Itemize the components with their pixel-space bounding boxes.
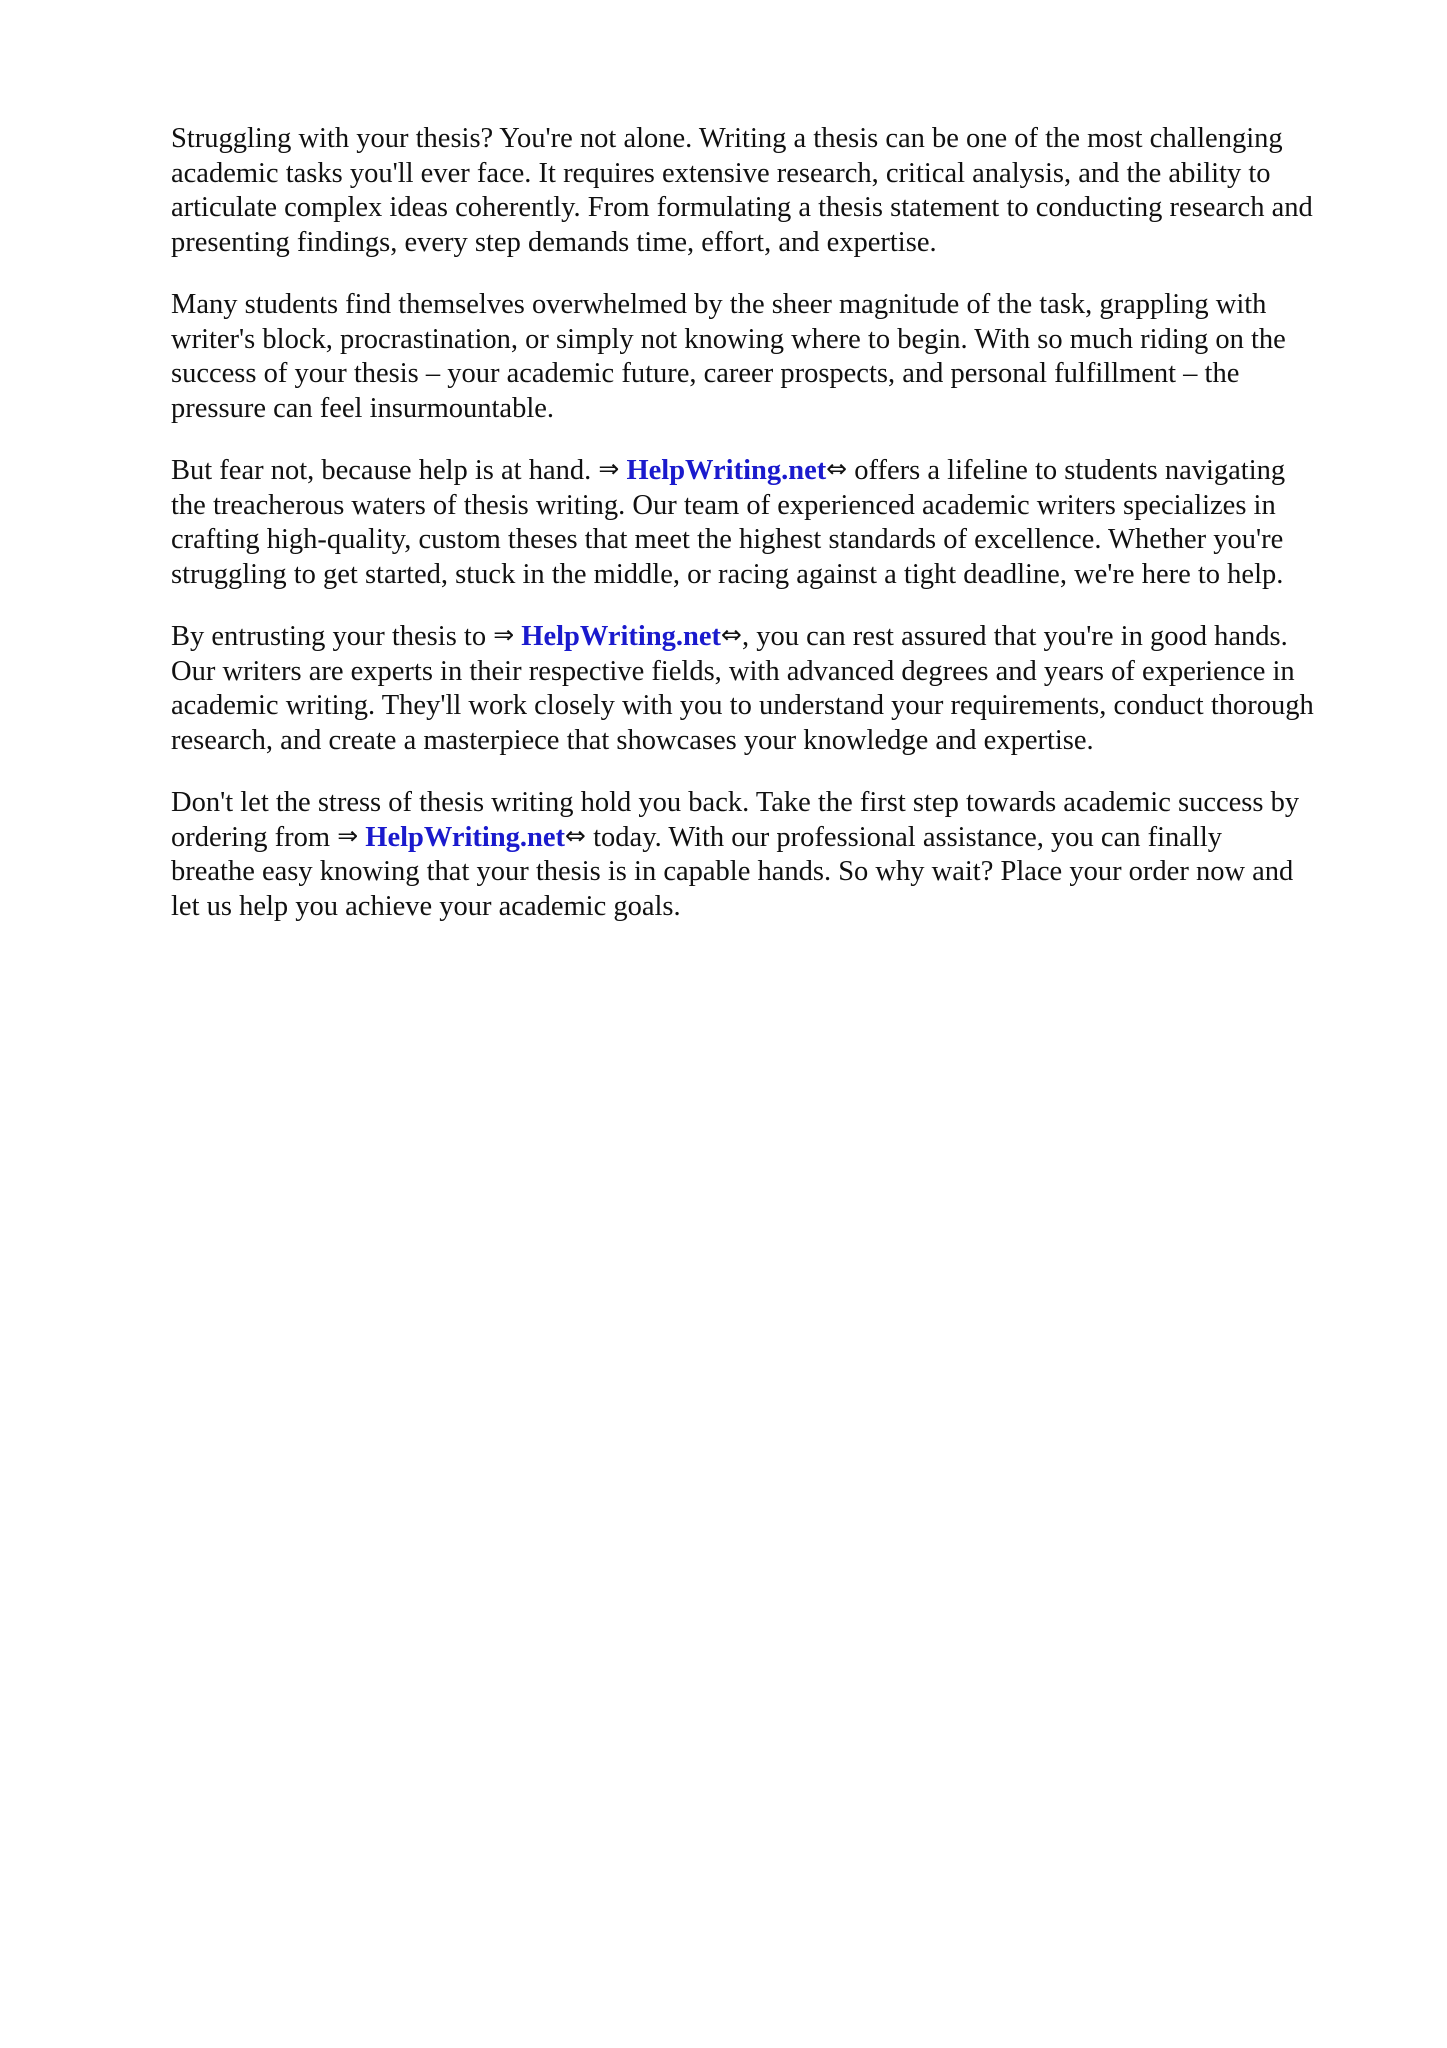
right-double-arrow-icon: ⇒ bbox=[598, 454, 620, 483]
text-line: academic writing. They'll work closely with you to understand your requirements, conduct thorough bbox=[171, 690, 1314, 721]
text-line: articulate complex ideas coherently. From formulating a thesis statement to conducting research and bbox=[171, 192, 1313, 223]
helpwriting-link[interactable]: HelpWriting.net bbox=[626, 455, 827, 486]
text-line: crafting high-quality, custom theses that meet the highest standards of excellence. Whether you're bbox=[171, 524, 1284, 555]
text-line: let us help you achieve your academic goals. bbox=[171, 890, 681, 922]
text-line: struggling to get started, stuck in the middle, or racing against a tight deadline, we're here to help. bbox=[171, 558, 1284, 590]
text-line: writer's block, procrastination, or simply not knowing where to begin. With so much riding on the bbox=[171, 323, 1286, 355]
paragraph-call-to-action bbox=[171, 786, 1351, 924]
text-segment: By entrusting your thesis to bbox=[171, 621, 494, 652]
text-line-with-link bbox=[171, 454, 1351, 489]
left-right-double-arrow-icon: ⇔ bbox=[565, 820, 586, 850]
paragraph-overwhelmed bbox=[171, 288, 1351, 426]
text-line-with-link bbox=[171, 821, 1351, 856]
text-line: Struggling with your thesis? You're not alone. Writing a thesis can be one of the most challenging bbox=[171, 123, 1283, 154]
left-right-double-arrow-icon: ⇔ bbox=[721, 620, 742, 649]
text-line-with-link bbox=[171, 620, 1351, 655]
text-line: the treacherous waters of thesis writing. Our team of experienced academic writers specializes in bbox=[171, 489, 1276, 521]
text-line: success of your thesis – your academic future, career prospects, and personal fulfillment – the bbox=[171, 358, 1240, 389]
right-double-arrow-icon: ⇒ bbox=[337, 820, 359, 850]
paragraph-help-at-hand bbox=[171, 454, 1351, 592]
left-right-double-arrow-icon: ⇔ bbox=[826, 454, 848, 483]
helpwriting-link[interactable]: HelpWriting.net bbox=[365, 821, 566, 853]
text-line: Our writers are experts in their respective fields, with advanced degrees and years of experience in bbox=[171, 655, 1295, 687]
text-line: presenting findings, every step demands time, effort, and expertise. bbox=[171, 226, 937, 258]
text-segment: , you can rest assured that you're in good hands. bbox=[742, 621, 1288, 652]
paragraph-entrusting bbox=[171, 620, 1351, 758]
text-line: breathe easy knowing that your thesis is in capable hands. So why wait? Place your order now and bbox=[171, 856, 1294, 887]
text-line: pressure can feel insurmountable. bbox=[171, 392, 555, 424]
helpwriting-link[interactable]: HelpWriting.net bbox=[521, 621, 722, 652]
document-body bbox=[171, 122, 1351, 952]
paragraph-intro bbox=[171, 122, 1351, 260]
text-line: Don't let the stress of thesis writing hold you back. Take the first step towards academic success by bbox=[171, 787, 1300, 818]
text-segment: today. With our professional assistance, you can finally bbox=[586, 821, 1222, 853]
text-line: Many students find themselves overwhelmed by the sheer magnitude of the task, grappling with bbox=[171, 289, 1267, 320]
text-segment: ordering from bbox=[171, 821, 338, 853]
right-double-arrow-icon: ⇒ bbox=[493, 620, 515, 649]
text-line: academic tasks you'll ever face. It requires extensive research, critical analysis, and the ability to bbox=[171, 157, 1271, 189]
text-segment: offers a lifeline to students navigating bbox=[847, 455, 1286, 486]
text-segment: But fear not, because help is at hand. bbox=[171, 455, 599, 486]
text-line: research, and create a masterpiece that showcases your knowledge and expertise. bbox=[171, 724, 1094, 756]
